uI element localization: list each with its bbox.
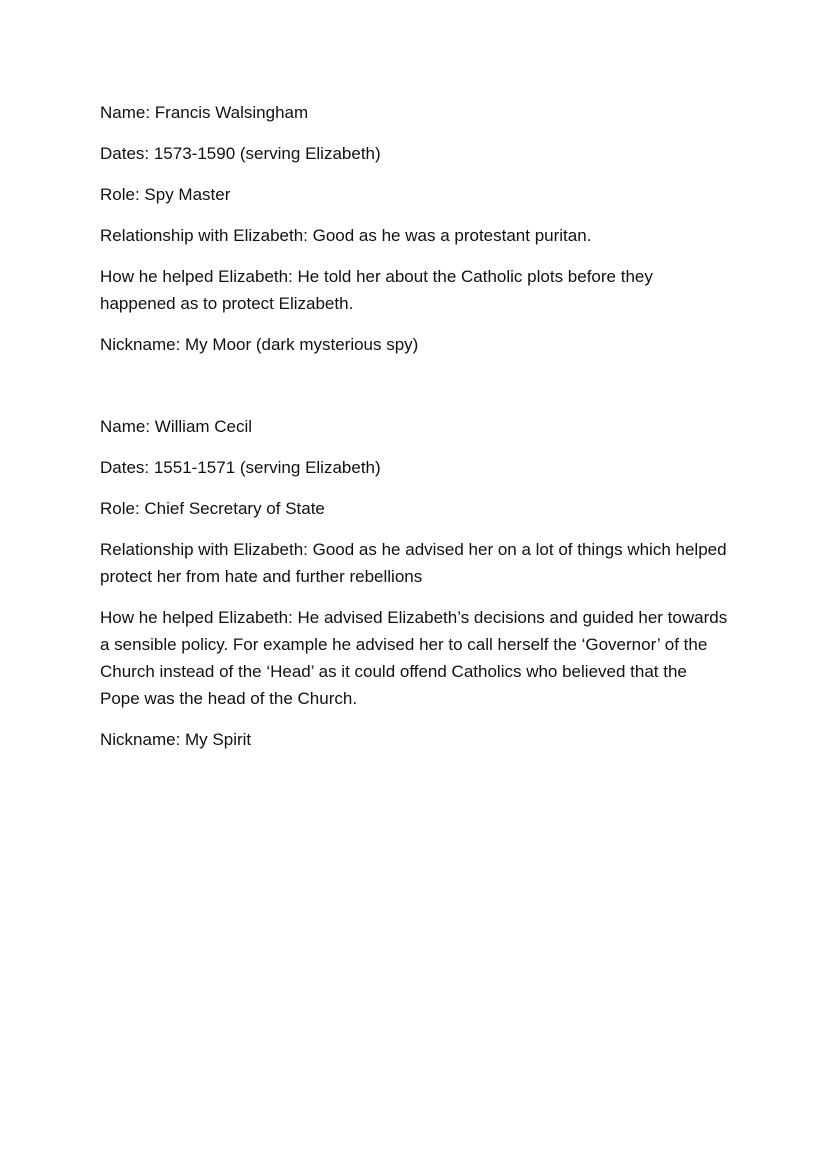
entry-how-helped: How he helped Elizabeth: He told her about the Catholic plots before they happened as to protect Elizabeth. [100, 267, 653, 313]
entry-dates: Dates: 1551-1571 (serving Elizabeth) [100, 458, 381, 477]
entry-relationship: Relationship with Elizabeth: Good as he was a protestant puritan. [100, 226, 592, 245]
entry-cecil [100, 413, 730, 753]
entry-name: Name: William Cecil [100, 417, 253, 436]
entry-how-helped: How he helped Elizabeth: He advised Elizabeth’s decisions and guided her towards a sensible policy. For example he advised her to call herself the ‘Governor’ of the Church instead of the ‘Head’ as it could offend Catholics who believed that the Pope was the head of the Church. [100, 608, 728, 708]
entry-relationship: Relationship with Elizabeth: Good as he advised her on a lot of things which helped protect her from hate and further rebellions [100, 540, 727, 586]
entry-dates: Dates: 1573-1590 (serving Elizabeth) [100, 144, 381, 163]
entry-spacer [100, 372, 730, 413]
entry-name: Name: Francis Walsingham [100, 103, 309, 122]
entry-role: Role: Chief Secretary of State [100, 499, 325, 518]
document-body [100, 99, 730, 767]
entry-nickname: Nickname: My Spirit [100, 730, 252, 749]
entry-role: Role: Spy Master [100, 185, 231, 204]
entry-nickname: Nickname: My Moor (dark mysterious spy) [100, 335, 419, 354]
entry-walsingham [100, 99, 730, 358]
